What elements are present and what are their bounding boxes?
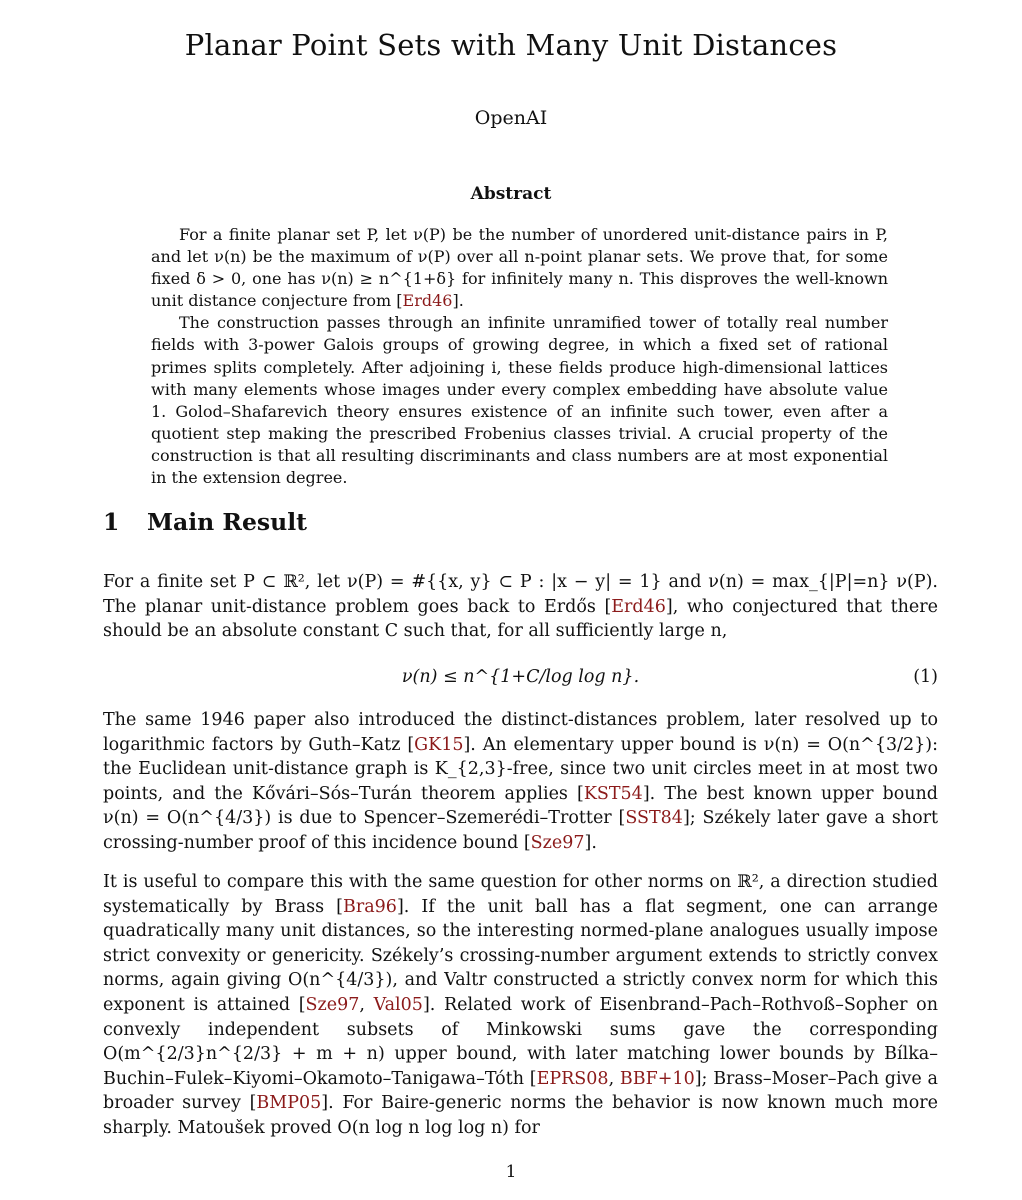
abstract-paragraph: The construction passes through an infinite unramified tower of totally real number fields with 3-power Galois groups of growing degree, in which a fixed set of rational primes splits completely. After adjoining i, these fields produce high-dimensional lattices with many elements whose images under every complex embedding have absolute value 1. Golod–Shafarevich theory ensures existence of an infinite such tower, even after a quotient step making the prescribed Frobenius classes trivial. A crucial property of the construction is that all resulting discriminants and class numbers are at most exponential in the extension degree. [151,313,888,488]
citation-link[interactable]: Erd46 [611,596,666,617]
citation-link[interactable]: Bra96 [343,896,397,917]
citation-link[interactable]: SST84 [625,808,683,829]
citation-link[interactable]: EPRS08 [536,1068,609,1089]
section-title: Main Result [147,508,308,536]
paper-title: Planar Point Sets with Many Unit Distances [184,28,838,62]
citation-link[interactable]: KST54 [583,783,643,804]
abstract-paragraph: For a finite planar set P, let ν(P) be the number of unordered unit-distance pairs in P, and let ν(n) be the maximum of ν(P) over all n-point planar sets. We prove that, for some fixed δ > 0, one has ν(n) ≥ n^{1+δ} for infinitely many n. This disproves the well-known unit distance conjecture from [Erd46]. [151,225,888,311]
citation-link[interactable]: Erd46 [402,291,453,311]
citation-link[interactable]: Val05 [373,994,423,1015]
page-number: 1 [505,1162,517,1182]
body-paragraph [103,708,938,856]
section-heading [103,508,307,536]
abstract-heading: Abstract [470,184,552,204]
citation-link[interactable]: Sze97 [305,994,360,1015]
equation-body: ν(n) ≤ n^{1+C/log log n}. [401,667,640,687]
body-paragraph-text: For a finite set P ⊂ ℝ², let ν(P) = #{{x, y} ⊂ P : |x − y| = 1} and ν(n) = max_{|P|=n} ν(P). The planar unit-distance problem goes back to Erdős [Erd46], who conjectured that there should be an absolute constant C such that, for all sufficiently large n, [103,572,938,642]
body-paragraph [103,870,938,1141]
citation-link[interactable]: BMP05 [256,1093,322,1114]
paper-author: OpenAI [474,107,548,129]
citation-link[interactable]: BBF+10 [619,1068,695,1089]
body-paragraph-text: The same 1946 paper also introduced the distinct-distances problem, later resolved up to logarithmic factors by Guth–Katz [GK15]. An elementary upper bound is ν(n) = O(n^{3/2}): the Euclidean unit-distance graph is K_{2,3}-free, since two unit circles meet in at most two points, and the Kővári–Sós–Turán theorem applies [KST54]. The best known upper bound ν(n) = O(n^{4/3}) is due to Spencer–Szemerédi–Trotter [SST84]; Székely later gave a short crossing-number proof of this incidence bound [Sze97]. [103,710,939,853]
section-number: 1 [103,508,120,536]
abstract [151,224,888,489]
display-equation [103,664,938,690]
citation-link[interactable]: Sze97 [530,832,585,853]
citation-link[interactable]: GK15 [414,734,464,755]
body-paragraph-text: It is useful to compare this with the same question for other norms on ℝ², a direction studied systematically by Brass [Bra96]. If the unit ball has a flat segment, one can arrange quadratically many unit distances, so the interesting normed-plane analogues usually impose strict convexity or genericity. Székely’s crossing-number argument extends to strictly convex norms, again giving O(n^{4/3}), and Valtr constructed a strictly convex norm for which this exponent is attained [Sze97, Val05]. Related work of Eisenbrand–Pach–Rothvoß–Sopher on convexly independent subsets of Minkowski sums gave the corresponding O(m^{2/3}n^{2/3} + m + n) upper bound, with later matching lower bounds by Bílka–Buchin–Fulek–Kiyomi–Okamoto–Tanigawa–Tóth [EPRS08, BBF+10]; Brass–Moser–Pach give a broader survey [BMP05]. For Baire-generic norms the behavior is now known much more sharply. Matoušek proved O(n log n log log n) for [103,872,938,1138]
body-paragraph [103,570,938,644]
equation-number: (1) [913,667,938,687]
